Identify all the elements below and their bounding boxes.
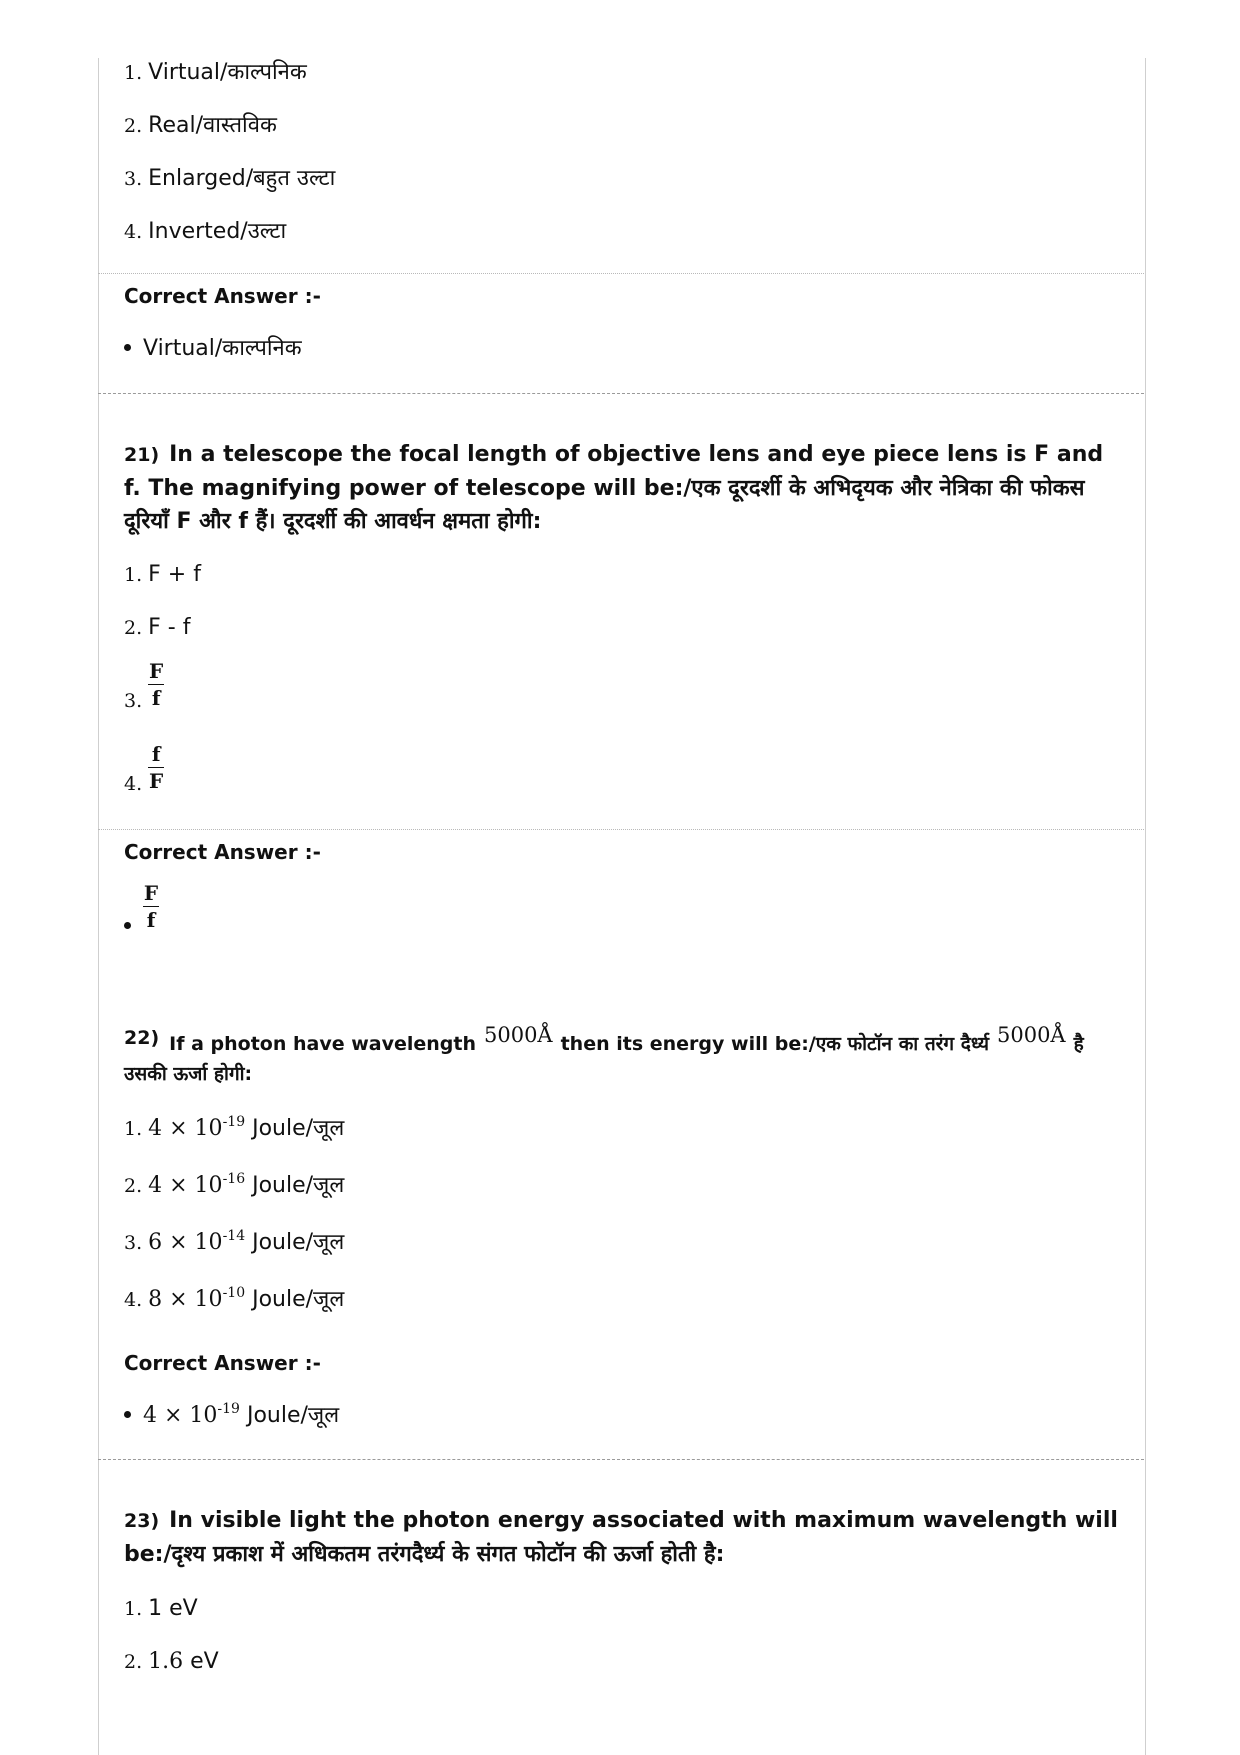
q21-option-3: 3. $\frac{F}{f}$	[124, 659, 164, 712]
fraction: $\frac{F}{f}$	[149, 659, 164, 710]
question-21-text: 21) In a telescope the focal length of objective lens and eye piece lens is F and f. The magnifying power of telescope will be:/एक दूरदर्शी के अभिदृयक और नेत्रिका की फोकस दूरियाँ F और f हैं। दूरदर्शी की आवर्धन क्षमता होगी:	[124, 442, 1104, 534]
question-separator	[98, 393, 1144, 394]
correct-answer-label: Correct Answer :-	[124, 1351, 321, 1375]
correct-answer-label: Correct Answer :-	[124, 284, 321, 308]
correct-answer-label: Correct Answer :-	[124, 840, 321, 864]
prev-option-3: 3. Enlarged/बहुत उल्टा	[124, 166, 336, 191]
question-paper-sheet	[98, 58, 1146, 1755]
q23-option-2: 2. 1.6 eV	[124, 1649, 219, 1674]
prev-option-2: 2. Real/वास्तविक	[124, 113, 277, 138]
prev-option-1: 1. Virtual/काल्पनिक	[124, 60, 307, 85]
bullet-icon	[124, 922, 131, 929]
q21-option-1: 1. F + f	[124, 562, 201, 587]
q22-option-2: 2. $4 \times 10^{-16}$ Joule/जूल	[124, 1171, 345, 1198]
wavelength-value: 5000Å	[483, 1023, 553, 1047]
correct-answer-item: Virtual/काल्पनिक	[124, 332, 302, 362]
q23-option-1: 1. 1 eV	[124, 1596, 198, 1621]
wavelength-value: 5000Å	[996, 1023, 1066, 1047]
prev-option-4: 4. Inverted/उल्टा	[124, 219, 287, 244]
q22-option-4: 4. $8 \times 10^{-10}$ Joule/जूल	[124, 1285, 345, 1312]
q21-option-4: 4. $\frac{f}{F}$	[124, 742, 164, 795]
question-23-text: 23) In visible light the photon energy associated with maximum wavelength will be:/दृश्य प्रकाश में अधिकतम तरंगदैर्ध्य के संगत फोटॉन की ऊर्जा होती है:	[124, 1508, 1118, 1567]
q22-option-3: 3. $6 \times 10^{-14}$ Joule/जूल	[124, 1228, 345, 1255]
correct-answer-item: $4 \times 10^{-19}$ Joule/जूल	[124, 1399, 339, 1429]
bullet-icon	[124, 1411, 131, 1418]
fraction: $\frac{f}{F}$	[149, 742, 164, 793]
q21-option-2: 2. F - f	[124, 615, 191, 640]
question-separator	[98, 1459, 1144, 1460]
question-22-text: 22) If a photon have wavelength 5000Å then its energy will be:/एक फोटॉन का तरंग दैर्ध्य 5000Å है उसकी ऊर्जा होगी:	[124, 1023, 1084, 1085]
bullet-icon	[124, 344, 131, 351]
correct-answer-item	[124, 882, 159, 931]
answer-divider	[98, 273, 1144, 274]
fraction: $\frac{F}{f}$	[143, 881, 159, 932]
answer-divider	[98, 829, 1144, 830]
q22-option-1: 1. $4 \times 10^{-19}$ Joule/जूल	[124, 1114, 345, 1141]
